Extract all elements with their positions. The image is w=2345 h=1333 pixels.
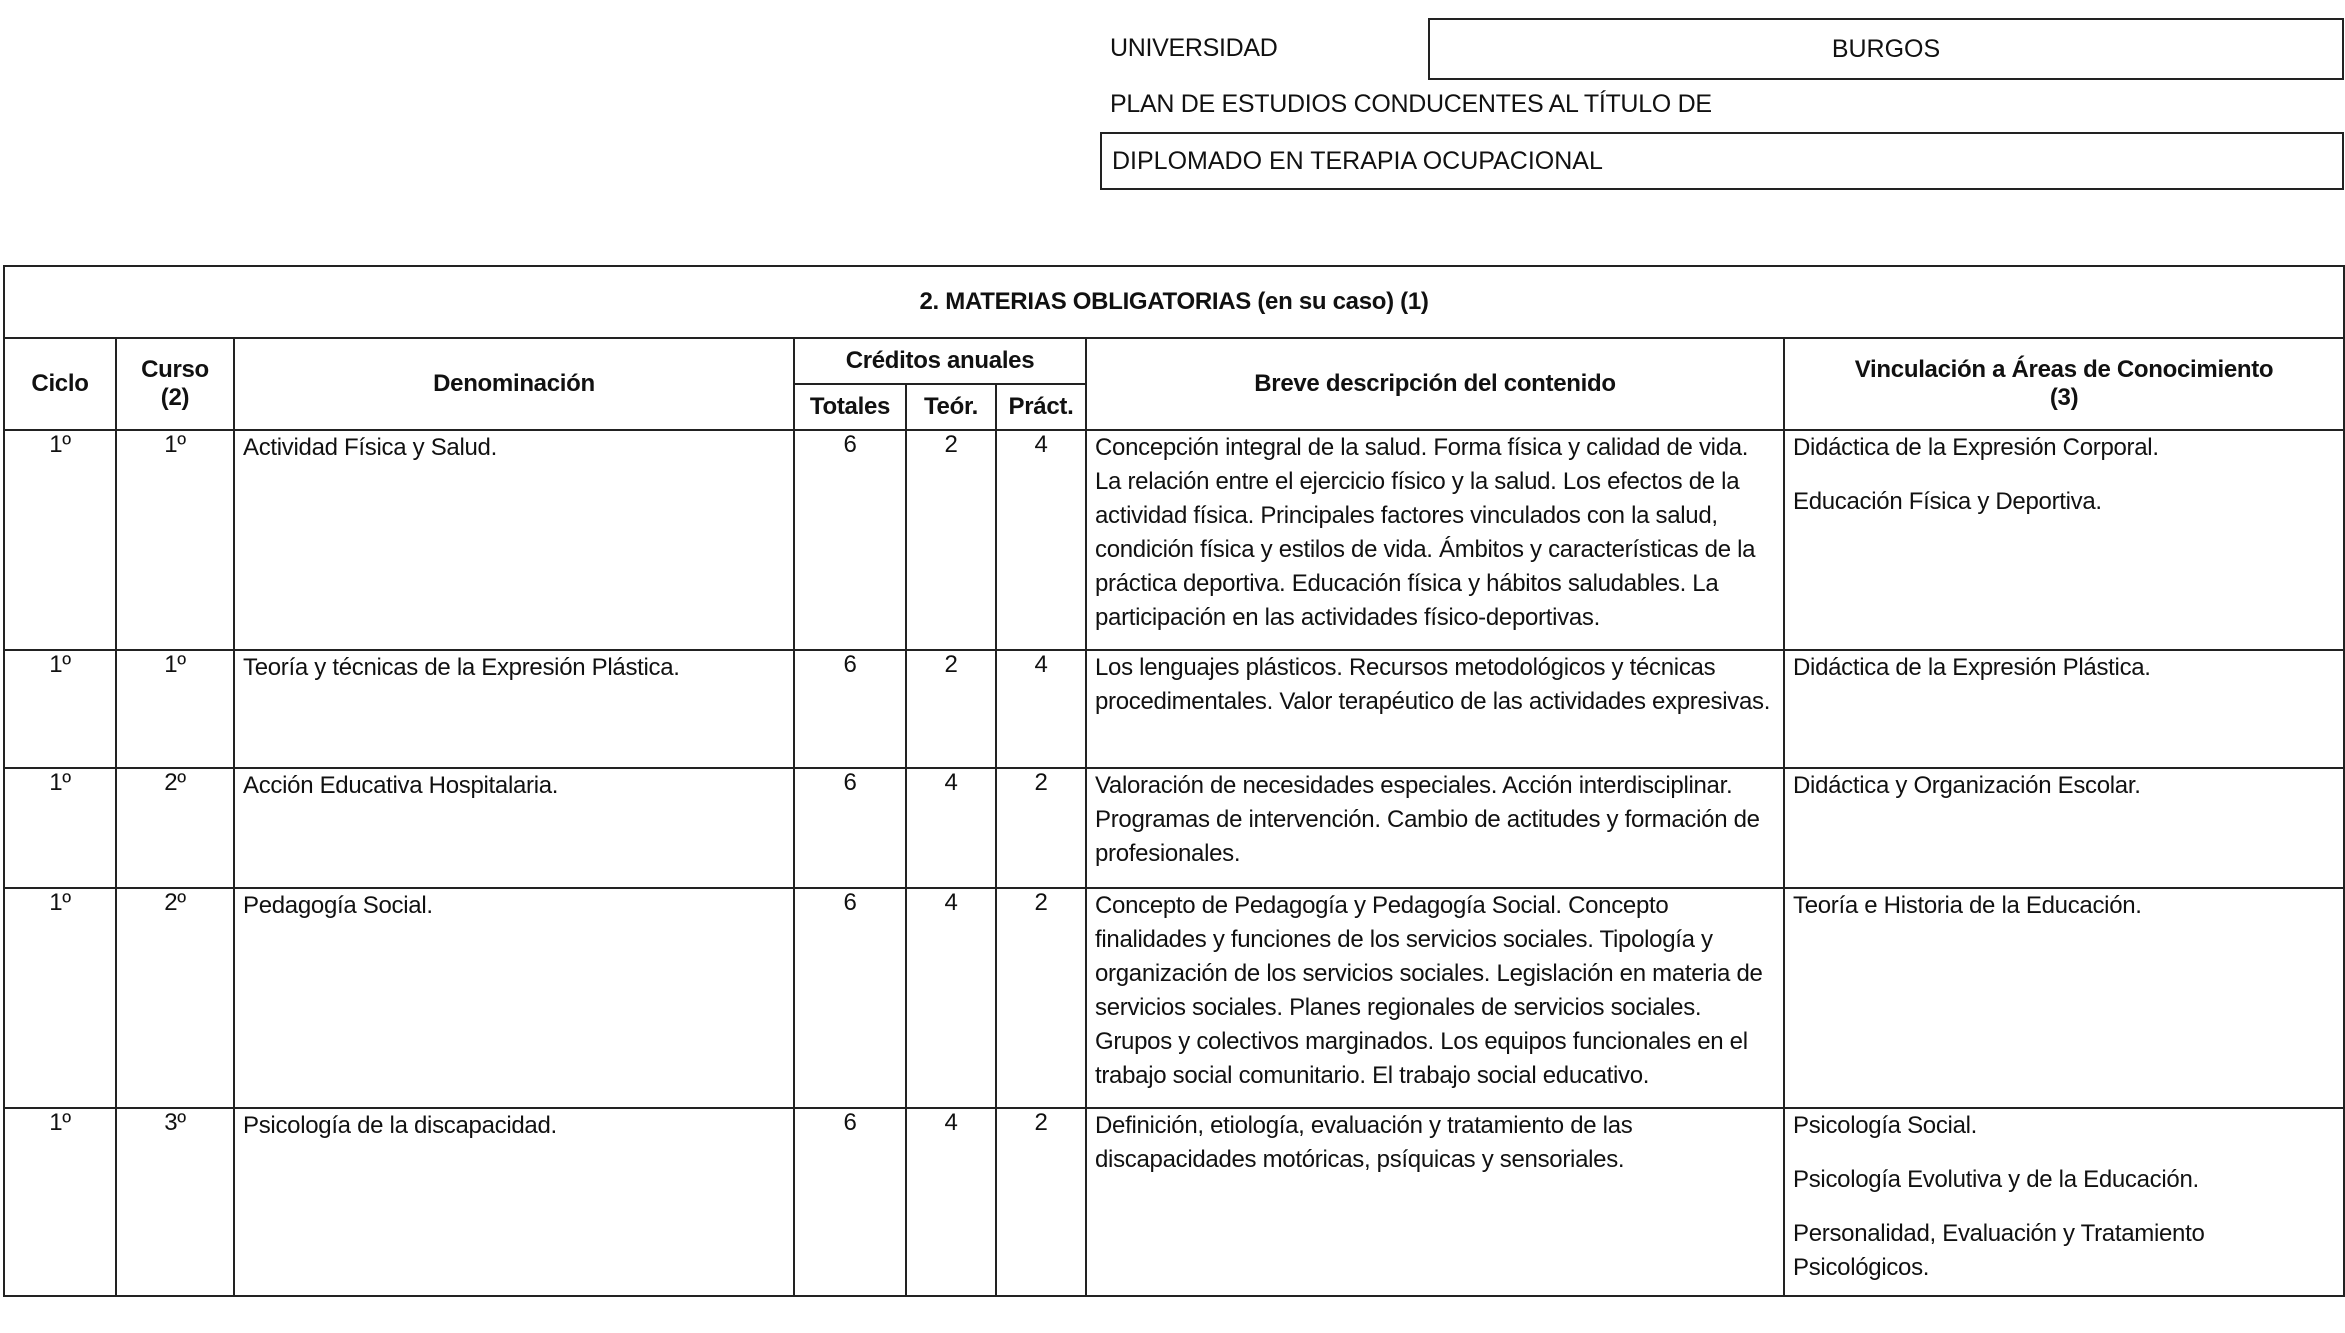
cell-areas [1784, 1108, 2344, 1296]
cell-denominacion: Teoría y técnicas de la Expresión Plástica. [234, 650, 794, 768]
cell-pract: 2 [996, 768, 1086, 888]
cell-totales: 6 [794, 768, 906, 888]
cell-areas [1784, 768, 2344, 888]
cell-teor: 4 [906, 888, 996, 1108]
subjects-table [3, 265, 2345, 1297]
col-header-curso [116, 338, 234, 430]
cell-teor: 4 [906, 768, 996, 888]
col-header-pract: Práct. [996, 384, 1086, 430]
area-item: Didáctica y Organización Escolar. [1793, 772, 2141, 799]
cell-descripcion: Los lenguajes plásticos. Recursos metodológicos y técnicas procedimentales. Valor terapéutico de las actividades expresivas. [1086, 650, 1784, 768]
cell-teor: 4 [906, 1108, 996, 1296]
cell-curso: 3º [116, 1108, 234, 1296]
cell-pract: 2 [996, 1108, 1086, 1296]
area-item: Psicología Social. [1793, 1112, 1978, 1139]
cell-totales: 6 [794, 888, 906, 1108]
col-header-teor: Teór. [906, 384, 996, 430]
cell-totales: 6 [794, 1108, 906, 1296]
cell-pract: 4 [996, 430, 1086, 650]
area-item: Didáctica de la Expresión Plástica. [1793, 654, 2151, 681]
cell-areas [1784, 650, 2344, 768]
cell-curso: 2º [116, 768, 234, 888]
section-title: 2. MATERIAS OBLIGATORIAS (en su caso) (1) [4, 266, 2344, 338]
cell-teor: 2 [906, 650, 996, 768]
university-label: UNIVERSIDAD [1110, 34, 1278, 62]
plan-label: PLAN DE ESTUDIOS CONDUCENTES AL TÍTULO DE [1110, 90, 1712, 118]
cell-totales: 6 [794, 430, 906, 650]
cell-ciclo: 1º [4, 888, 116, 1108]
cell-curso: 1º [116, 430, 234, 650]
col-header-vinculacion [1784, 338, 2344, 430]
table-row [4, 1108, 2344, 1296]
table-row [4, 430, 2344, 650]
table-row [4, 650, 2344, 768]
cell-denominacion: Actividad Física y Salud. [234, 430, 794, 650]
cell-ciclo: 1º [4, 650, 116, 768]
area-item: Didáctica de la Expresión Corporal. [1793, 434, 2159, 461]
cell-descripcion: Definición, etiología, evaluación y tratamiento de las discapacidades motóricas, psíquicas y sensoriales. [1086, 1108, 1784, 1296]
col-header-creditos: Créditos anuales [794, 338, 1086, 384]
cell-pract: 2 [996, 888, 1086, 1108]
cell-denominacion: Pedagogía Social. [234, 888, 794, 1108]
table-row [4, 888, 2344, 1108]
area-item: Personalidad, Evaluación y Tratamiento Psicológicos. [1793, 1220, 2205, 1281]
cell-ciclo: 1º [4, 1108, 116, 1296]
cell-descripcion: Concepto de Pedagogía y Pedagogía Social. Concepto finalidades y funciones de los servicios sociales. Tipología y organización de los servicios sociales. Legislación en materia de servicios sociales. Planes regionales de servicios sociales. Grupos y colectivos marginados. Los equipos funcionales en el trabajo social comunitario. El trabajo social educativo. [1086, 888, 1784, 1108]
cell-denominacion: Acción Educativa Hospitalaria. [234, 768, 794, 888]
col-header-curso-label: Curso [141, 356, 209, 383]
cell-areas [1784, 430, 2344, 650]
degree-title-field [1100, 132, 2344, 190]
cell-ciclo: 1º [4, 768, 116, 888]
area-item: Educación Física y Deportiva. [1793, 488, 2102, 515]
university-value: BURGOS [1831, 34, 1941, 63]
col-header-descripcion: Breve descripción del contenido [1086, 338, 1784, 430]
cell-totales: 6 [794, 650, 906, 768]
degree-title-value: DIPLOMADO EN TERAPIA OCUPACIONAL [1112, 146, 1603, 175]
col-header-totales: Totales [794, 384, 906, 430]
cell-teor: 2 [906, 430, 996, 650]
col-header-vinculacion-label: Vinculación a Áreas de Conocimiento [1854, 356, 2274, 383]
cell-descripcion: Valoración de necesidades especiales. Acción interdisciplinar. Programas de intervención. Cambio de actitudes y formación de profesionales. [1086, 768, 1784, 888]
area-item: Psicología Evolutiva y de la Educación. [1793, 1166, 2199, 1193]
university-field [1428, 18, 2344, 80]
cell-ciclo: 1º [4, 430, 116, 650]
cell-areas [1784, 888, 2344, 1108]
cell-pract: 4 [996, 650, 1086, 768]
cell-descripcion: Concepción integral de la salud. Forma física y calidad de vida. La relación entre el ejercicio físico y la salud. Los efectos de la actividad física. Principales factores vinculados con la salud, condición física y estilos de vida. Ámbitos y características de la práctica deportiva. Educación física y hábitos saludables. La participación en las actividades físico-deportivas. [1086, 430, 1784, 650]
table-row [4, 768, 2344, 888]
cell-curso: 2º [116, 888, 234, 1108]
cell-denominacion: Psicología de la discapacidad. [234, 1108, 794, 1296]
area-item: Teoría e Historia de la Educación. [1793, 892, 2142, 919]
col-header-curso-note: (2) [160, 384, 190, 411]
cell-curso: 1º [116, 650, 234, 768]
col-header-vinculacion-note: (3) [2049, 384, 2079, 411]
col-header-ciclo: Ciclo [4, 338, 116, 430]
col-header-denominacion: Denominación [234, 338, 794, 430]
